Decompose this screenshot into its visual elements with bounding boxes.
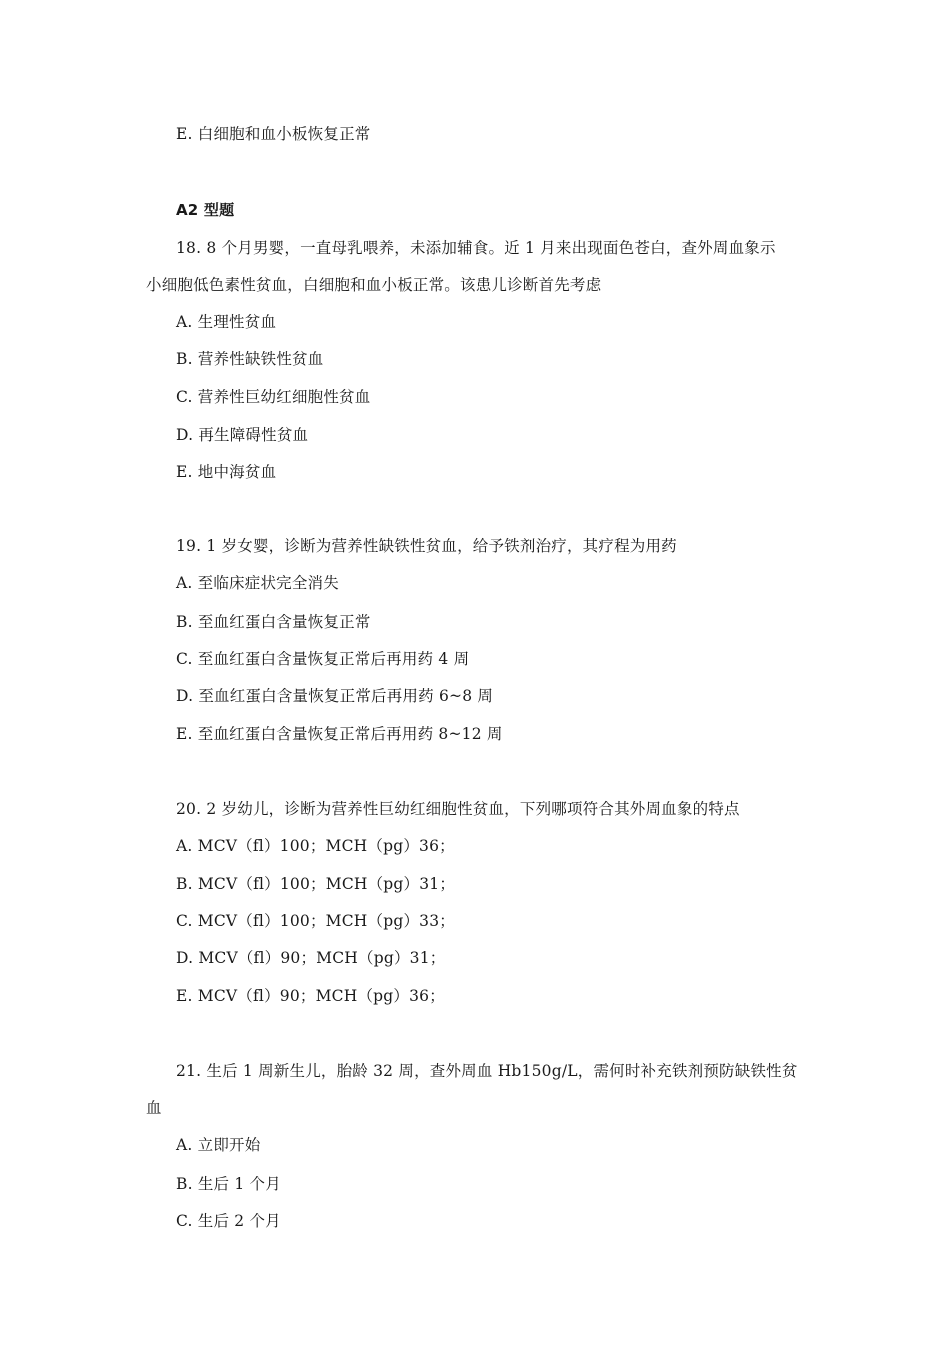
question-20-option-a: A. MCV（fl）100；MCH（pg）36； — [176, 837, 455, 855]
section-title: A2 型题 — [176, 201, 235, 219]
question-20-option-e: E. MCV（fl）90；MCH（pg）36； — [176, 987, 445, 1005]
question-21-option-c: C. 生后 2 个月 — [176, 1212, 281, 1230]
question-19-stem: 19. 1 岁女婴，诊断为营养性缺铁性贫血，给予铁剂治疗，其疗程为用药 — [176, 537, 677, 555]
question-20-option-d: D. MCV（fl）90；MCH（pg）31； — [176, 949, 446, 967]
question-18-stem: 18. 8 个月男婴，一直母乳喂养，未添加辅食。近 1 月来出现面色苍白，查外周血象示 — [176, 239, 776, 257]
question-20-option-c: C. MCV（fl）100；MCH（pg）33； — [176, 912, 455, 930]
question-20-option-b: B. MCV（fl）100；MCH（pg）31； — [176, 875, 456, 893]
question-18-option-b: B. 营养性缺铁性贫血 — [176, 350, 324, 368]
question-19-option-d: D. 至血红蛋白含量恢复正常后再用药 6~8 周 — [176, 687, 494, 705]
question-21-option-a: A. 立即开始 — [176, 1136, 261, 1154]
question-18-option-a: A. 生理性贫血 — [176, 313, 277, 331]
question-19-option-e: E. 至血红蛋白含量恢复正常后再用药 8~12 周 — [176, 725, 503, 743]
question-19-option-b: B. 至血红蛋白含量恢复正常 — [176, 613, 371, 631]
question-18-stem-cont: 小细胞低色素性贫血，白细胞和血小板正常。该患儿诊断首先考虑 — [146, 276, 602, 294]
question-21-stem-cont: 血 — [146, 1099, 162, 1117]
question-18-option-e: E. 地中海贫血 — [176, 463, 277, 481]
option-e-previous: E. 白细胞和血小板恢复正常 — [176, 125, 371, 143]
question-19-option-c: C. 至血红蛋白含量恢复正常后再用药 4 周 — [176, 650, 470, 668]
question-20-stem: 20. 2 岁幼儿，诊断为营养性巨幼红细胞性贫血，下列哪项符合其外周血象的特点 — [176, 800, 740, 818]
question-18-option-d: D. 再生障碍性贫血 — [176, 426, 309, 444]
question-21-option-b: B. 生后 1 个月 — [176, 1175, 281, 1193]
question-19-option-a: A. 至临床症状完全消失 — [176, 574, 339, 592]
question-18-option-c: C. 营养性巨幼红细胞性贫血 — [176, 388, 371, 406]
question-21-stem: 21. 生后 1 周新生儿，胎龄 32 周，查外周血 Hb150g/L，需何时补充铁剂预防缺铁性贫 — [176, 1062, 798, 1080]
